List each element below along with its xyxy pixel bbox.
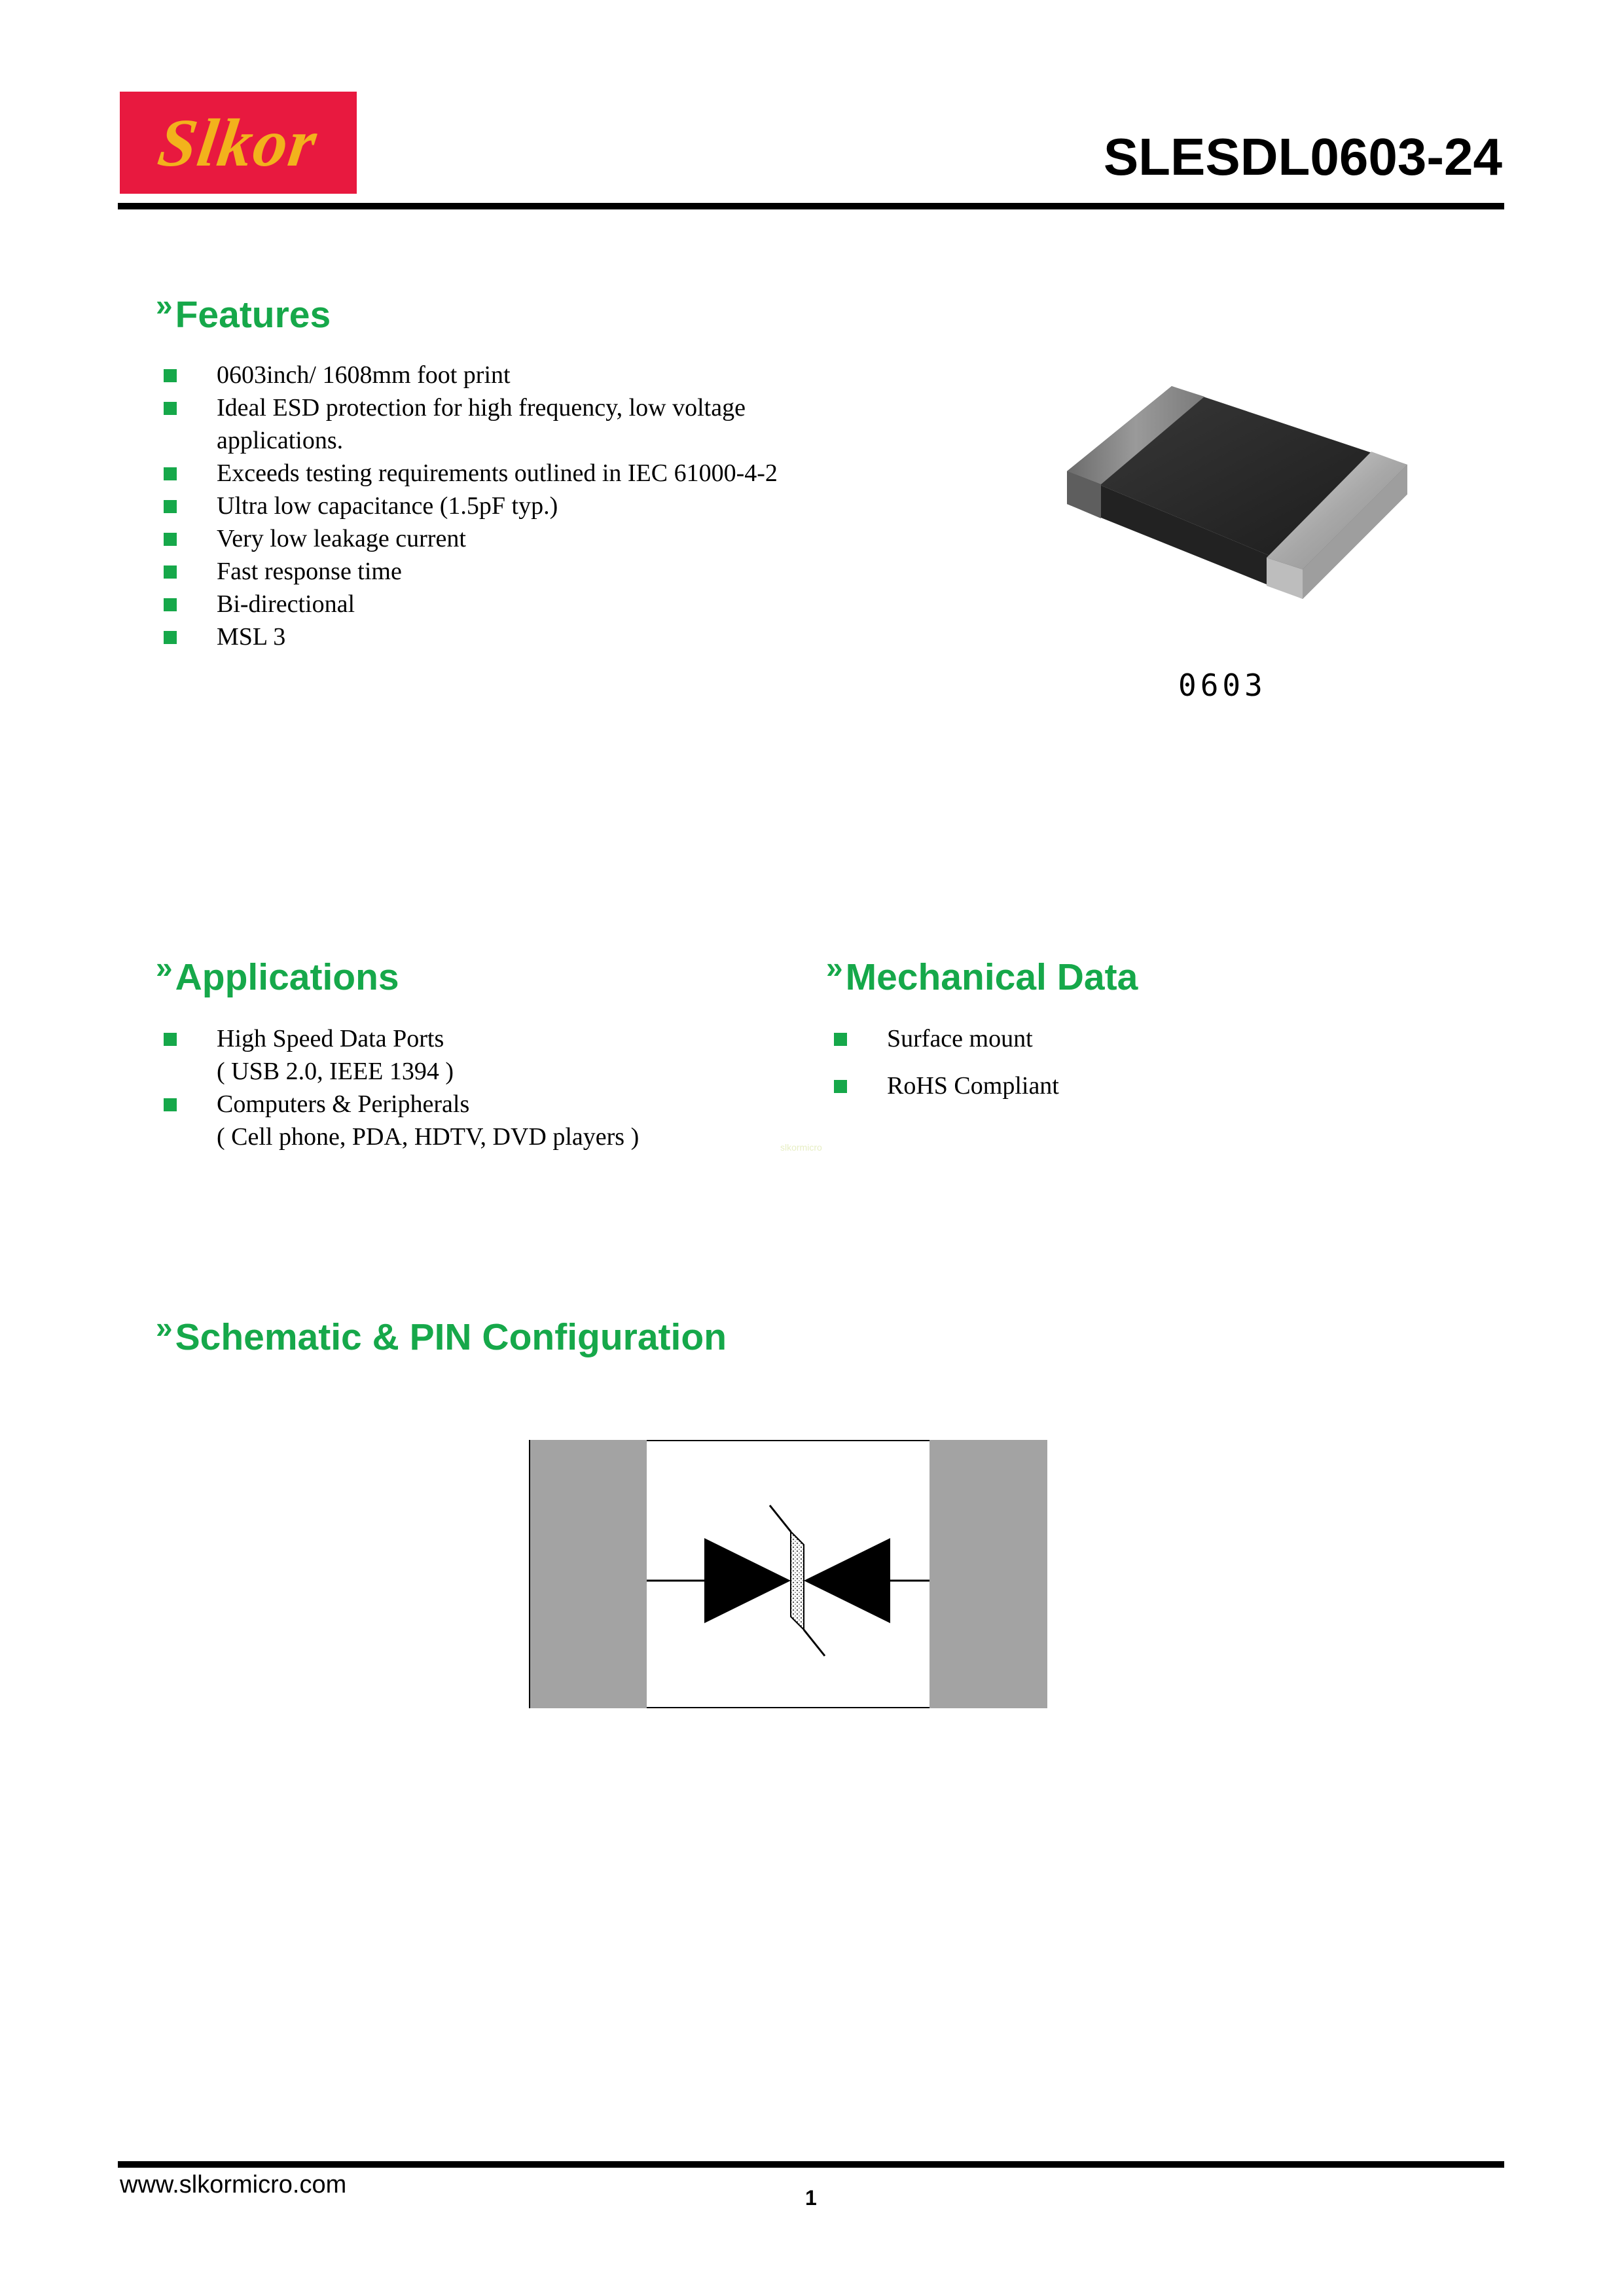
footer-rule xyxy=(118,2161,1504,2168)
chevron-icon: » xyxy=(156,288,173,322)
chevron-icon: » xyxy=(826,950,843,984)
bullet-icon xyxy=(164,1033,177,1046)
bullet-icon xyxy=(164,467,177,480)
part-number-title: SLESDL0603-24 xyxy=(1103,128,1502,186)
bullet-icon xyxy=(834,1080,847,1093)
list-item: Bi-directional xyxy=(160,588,778,620)
tvs-diode-symbol xyxy=(704,1505,890,1656)
slkor-logo xyxy=(120,92,357,194)
bullet-icon xyxy=(164,631,177,644)
applications-list xyxy=(160,1022,639,1153)
schematic-title: Schematic & PIN Configuration xyxy=(175,1316,727,1358)
list-item-detail: ( USB 2.0, IEEE 1394 ) xyxy=(217,1058,454,1085)
list-item: 0603inch/ 1608mm foot print xyxy=(160,359,778,391)
schematic-diagram xyxy=(529,1440,1047,1708)
mechanical-heading xyxy=(826,952,1138,996)
mechanical-title: Mechanical Data xyxy=(845,956,1138,998)
header-rule xyxy=(118,203,1504,209)
list-item: Ideal ESD protection for high frequency, low voltage xyxy=(160,391,778,424)
applications-heading xyxy=(156,952,399,996)
bullet-icon xyxy=(164,1098,177,1111)
list-item: Exceeds testing requirements outlined in IEC 61000-4-2 xyxy=(160,457,778,490)
list-item: Ultra low capacitance (1.5pF typ.) xyxy=(160,490,778,522)
features-list xyxy=(160,359,778,653)
list-item: Computers & Peripherals xyxy=(160,1088,639,1121)
bullet-icon xyxy=(164,565,177,579)
bullet-icon xyxy=(164,369,177,382)
mechanical-list xyxy=(830,1022,1059,1102)
chevron-icon: » xyxy=(156,1310,173,1344)
list-item: MSL 3 xyxy=(160,620,778,653)
features-heading xyxy=(156,290,331,334)
watermark-text: slkormicro xyxy=(780,1142,822,1153)
list-item: Very low leakage current xyxy=(160,522,778,555)
list-item-detail: ( Cell phone, PDA, HDTV, DVD players ) xyxy=(217,1123,640,1151)
pin-pad-left xyxy=(529,1440,647,1708)
page-number: 1 xyxy=(805,2186,817,2210)
bullet-icon xyxy=(834,1033,847,1046)
list-item: Surface mount xyxy=(830,1022,1059,1055)
applications-title: Applications xyxy=(175,956,399,998)
list-item-continuation: applications. xyxy=(217,427,344,454)
chevron-icon: » xyxy=(156,950,173,984)
footer-url[interactable]: www.slkormicro.com xyxy=(120,2171,347,2198)
list-item: RoHS Compliant xyxy=(830,1069,1059,1102)
bullet-icon xyxy=(164,500,177,513)
bullet-icon xyxy=(164,533,177,546)
package-photo xyxy=(1041,373,1434,622)
bullet-icon xyxy=(164,598,177,611)
bullet-icon xyxy=(164,402,177,415)
list-item: High Speed Data Ports xyxy=(160,1022,639,1055)
package-label: 0603 xyxy=(1178,668,1267,703)
features-title: Features xyxy=(175,294,331,336)
pin-pad-right xyxy=(929,1440,1047,1708)
schematic-heading xyxy=(156,1312,727,1356)
list-item: Fast response time xyxy=(160,555,778,588)
logo-text: Slkor xyxy=(154,105,323,181)
